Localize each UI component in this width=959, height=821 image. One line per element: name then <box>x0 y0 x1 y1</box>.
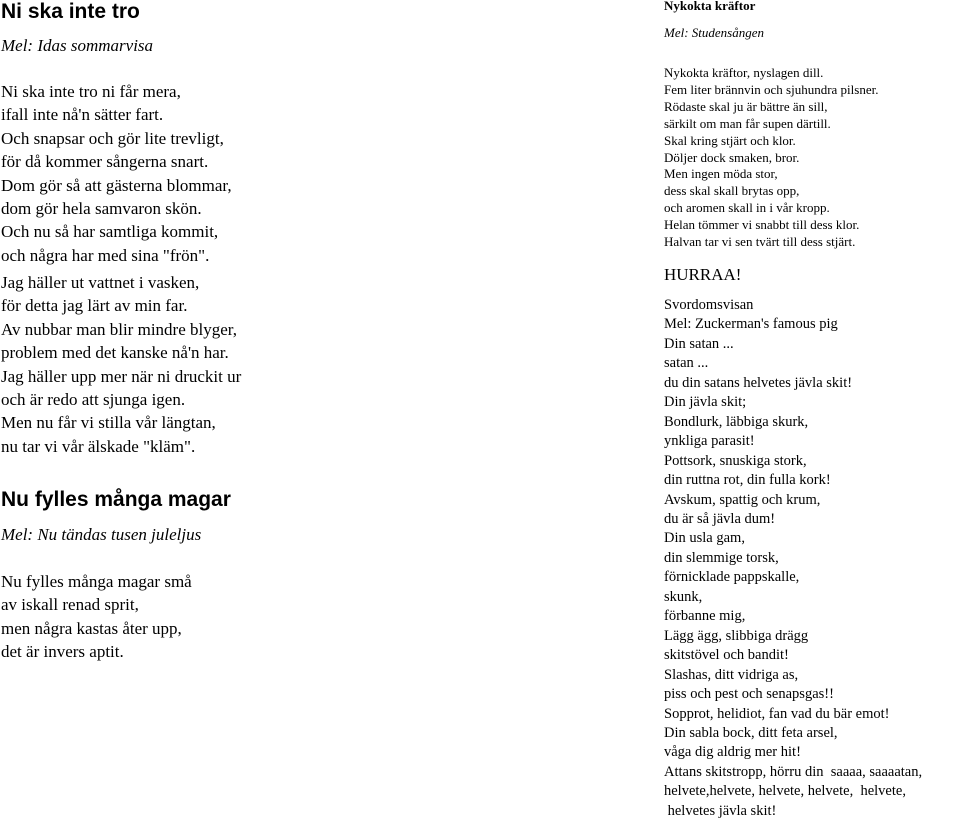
verse <box>1 271 241 458</box>
verse-line: din slemmige torsk, <box>664 549 779 566</box>
song-melody: Mel: Zuckerman's famous pig <box>664 316 838 333</box>
verse-line: Men nu får vi stilla vår längtan, <box>1 413 216 433</box>
verse-line: helvetes jävla skit! <box>664 802 777 819</box>
verse-line: helvete,helvete, helvete, helvete, helvete, <box>664 783 906 800</box>
verse-line: Och nu så har samtliga kommit, <box>1 222 219 242</box>
verse-line: Din usla gam, <box>664 530 745 547</box>
verse-line: Skal kring stjärt och klor. <box>664 132 796 148</box>
verse-line: Dom gör så att gästerna blommar, <box>1 175 232 195</box>
verse-line: Din jävla skit; <box>664 394 747 411</box>
verse <box>1 80 232 267</box>
song-ending: HURRAA! <box>664 265 742 284</box>
verse-line: Attans skitstropp, hörru din saaaa, saaaatan, <box>664 763 923 780</box>
verse-line: förnicklade pappskalle, <box>664 569 800 586</box>
verse-line: Bondlurk, läbbiga skurk, <box>664 413 809 430</box>
song-melody: Mel: Nu tändas tusen juleljus <box>1 525 202 544</box>
verse-line: Sopprot, helidiot, fan vad du bär emot! <box>664 705 890 722</box>
verse-line: Din sabla bock, ditt feta arsel, <box>664 724 838 741</box>
verse-line: Av nubbar man blir mindre blyger, <box>1 319 237 339</box>
verse-line: förbanne mig, <box>664 608 746 625</box>
verse-line: av iskall renad sprit, <box>1 595 139 615</box>
verse-line: Jag häller upp mer när ni druckit ur <box>1 366 242 386</box>
verse-line: och några har med sina "frön". <box>1 245 210 265</box>
verse-line: problem med det kanske nå'n har. <box>1 343 229 363</box>
verse-line: du är så jävla dum! <box>664 510 776 527</box>
verse-line: Pottsork, snuskiga stork, <box>664 452 807 469</box>
song-melody: Mel: Studensången <box>664 25 765 40</box>
verse-line: du din satans helvetes jävla skit! <box>664 374 853 391</box>
verse-line: din ruttna rot, din fulla kork! <box>664 472 831 489</box>
verse-line: och aromen skall in i vår kropp. <box>664 200 830 216</box>
song-title: Svordomsvisan <box>664 297 754 313</box>
verse-line: Avskum, spattig och krum, <box>664 491 821 508</box>
verse-line: Slashas, ditt vidriga as, <box>664 666 799 683</box>
verse-line: satan ... <box>664 355 709 372</box>
verse-line: Fem liter brännvin och sjuhundra pilsner. <box>664 81 879 97</box>
verse <box>664 296 922 821</box>
verse-line: nu tar vi vår älskade "kläm". <box>1 436 196 456</box>
verse-line: dom gör hela samvaron skön. <box>1 199 202 219</box>
verse-line: för detta jag lärt av min far. <box>1 296 188 316</box>
verse-line: dess skal skall brytas opp, <box>664 183 800 199</box>
verse-line: Men ingen möda stor, <box>664 166 778 182</box>
song-title: Ni ska inte tro <box>1 0 140 23</box>
verse-line: Nykokta kräftor, nyslagen dill. <box>664 65 824 80</box>
verse-line: Helan tömmer vi snabbt till dess klor. <box>664 217 860 233</box>
verse-line: skitstövel och bandit! <box>664 647 789 664</box>
verse-line: våga dig aldrig mer hit! <box>664 744 801 761</box>
verse-line: för då kommer sångerna snart. <box>1 152 209 172</box>
verse-line: Jag häller ut vattnet i vasken, <box>1 273 200 292</box>
song-title: Nykokta kräftor <box>664 0 756 13</box>
verse-line: Nu fylles många magar små <box>1 572 192 591</box>
verse-line: ynkliga parasit! <box>664 433 755 450</box>
verse-line: Halvan tar vi sen tvärt till dess stjärt. <box>664 234 856 250</box>
verse-line: Din satan ... <box>664 335 734 352</box>
song-title: Nu fylles många magar <box>1 488 231 511</box>
verse-line: och är redo att sjunga igen. <box>1 390 186 410</box>
verse-line: Lägg ägg, slibbiga drägg <box>664 627 809 644</box>
verse-line: Döljer dock smaken, bror. <box>664 149 800 165</box>
verse <box>1 570 192 664</box>
verse-line: skunk, <box>664 588 703 605</box>
song-melody: Mel: Idas sommarvisa <box>1 36 154 55</box>
verse-line: men några kastas åter upp, <box>1 618 182 638</box>
verse-line: Rödaste skal ju är bättre än sill, <box>664 98 828 114</box>
verse-line: särkilt om man får supen därtill. <box>664 115 831 131</box>
verse-line: piss och pest och senapsgas!! <box>664 686 834 703</box>
verse-line: Och snapsar och gör lite trevligt, <box>1 128 224 148</box>
verse <box>664 65 878 251</box>
verse-line: Ni ska inte tro ni får mera, <box>1 82 181 101</box>
verse-line: ifall inte nå'n sätter fart. <box>1 105 164 125</box>
verse-line: det är invers aptit. <box>1 642 124 662</box>
